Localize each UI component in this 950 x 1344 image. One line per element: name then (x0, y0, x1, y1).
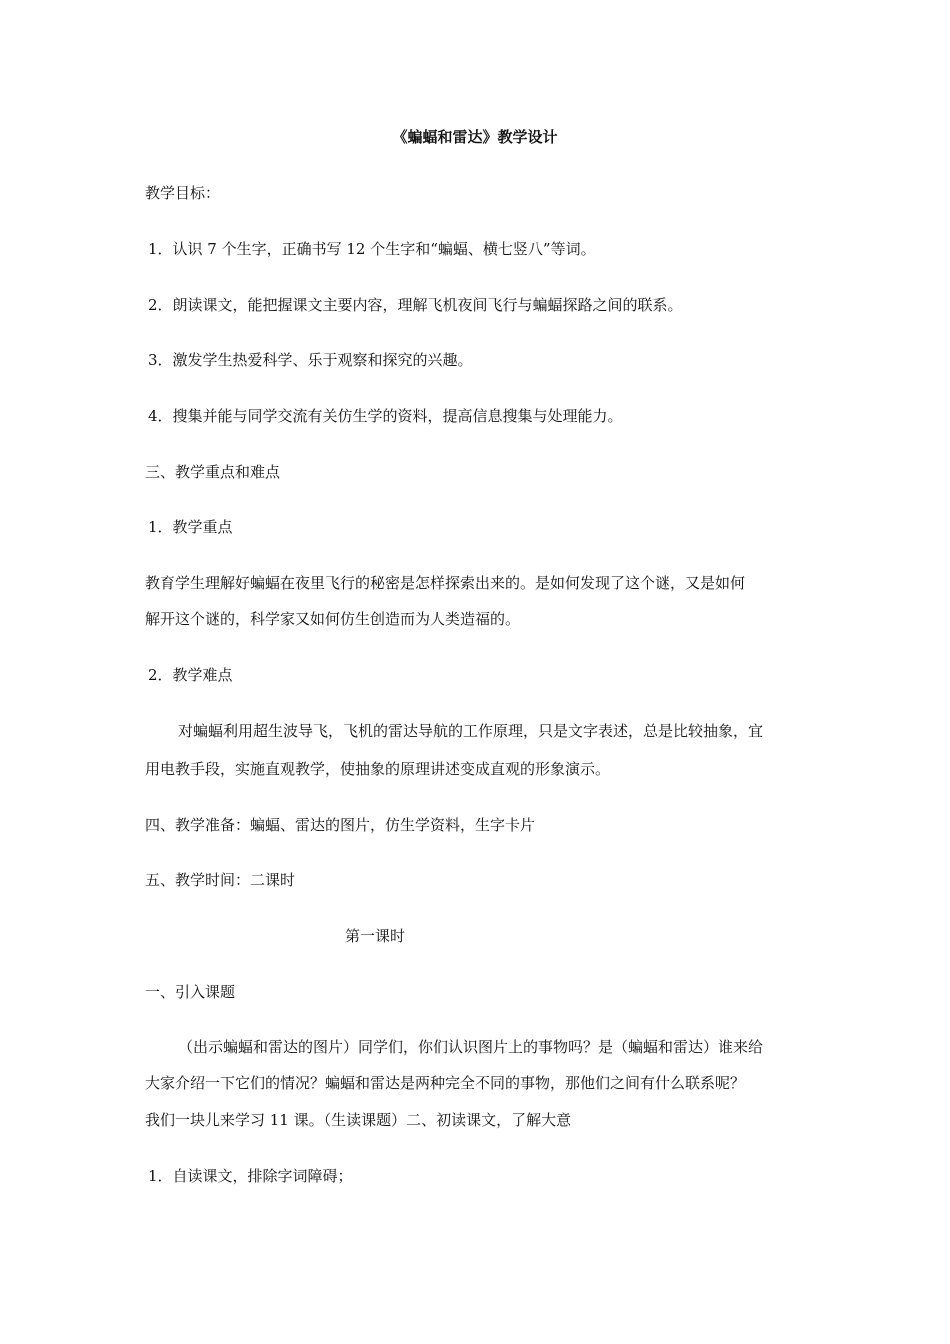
intro-line-2: 大家介绍一下它们的情况？蝙蝠和雷达是两种完全不同的事物，那他们之间有什么联系呢？ (145, 1074, 746, 1092)
difficulty-line-1: 对蝙蝠利用超生波导飞，飞机的雷达导航的工作原理，只是文字表述，总是比较抽象，宜 (178, 722, 764, 740)
intro-line-1: （出示蝙蝠和雷达的图片）同学们，你们认识图片上的事物吗？是（蝙蝠和雷达）谁来给 (178, 1038, 764, 1056)
objective-item-3: 3．激发学生热爱科学、乐于观察和探究的兴趣。 (148, 351, 473, 369)
objective-item-4: 4．搜集并能与同学交流有关仿生学的资料，提高信息搜集与处理能力。 (148, 407, 623, 425)
section-4-preparation: 四、教学准备：蝙蝠、雷达的图片，仿生学资料，生字卡片 (145, 816, 536, 834)
section-5-time: 五、教学时间：二课时 (145, 871, 296, 889)
step-1: 1．自读课文，排除字词障碍； (148, 1167, 353, 1185)
objective-item-1: 1．认识 7 个生字，正确书写 12 个生字和“蝙蝠、横七竖八”等词。 (148, 240, 596, 258)
objectives-heading: 教学目标： (145, 184, 221, 202)
section-3-heading: 三、教学重点和难点 (145, 463, 281, 481)
focus-line-2: 解开这个谜的，科学家又如何仿生创造而为人类造福的。 (145, 610, 521, 628)
document-title: 《蝙蝠和雷达》教学设计 (392, 128, 558, 146)
focus-line-1: 教育学生理解好蝙蝠在夜里飞行的秘密是怎样探索出来的。是如何发现了这个谜，又是如何 (145, 574, 746, 592)
part-1-heading: 一、引入课题 (145, 983, 236, 1001)
objective-item-2: 2．朗读课文，能把握课文主要内容，理解飞机夜间飞行与蝙蝠探路之间的联系。 (148, 296, 683, 314)
difficulty-heading: 2．教学难点 (148, 666, 233, 684)
difficulty-line-2: 用电教手段，实施直观教学，使抽象的原理讲述变成直观的形象演示。 (145, 760, 611, 778)
focus-heading: 1．教学重点 (148, 518, 233, 536)
intro-line-3: 我们一块儿来学习 11 课。（生读课题）二、初读课文，了解大意 (145, 1111, 572, 1129)
lesson-1-title: 第一课时 (345, 927, 406, 945)
